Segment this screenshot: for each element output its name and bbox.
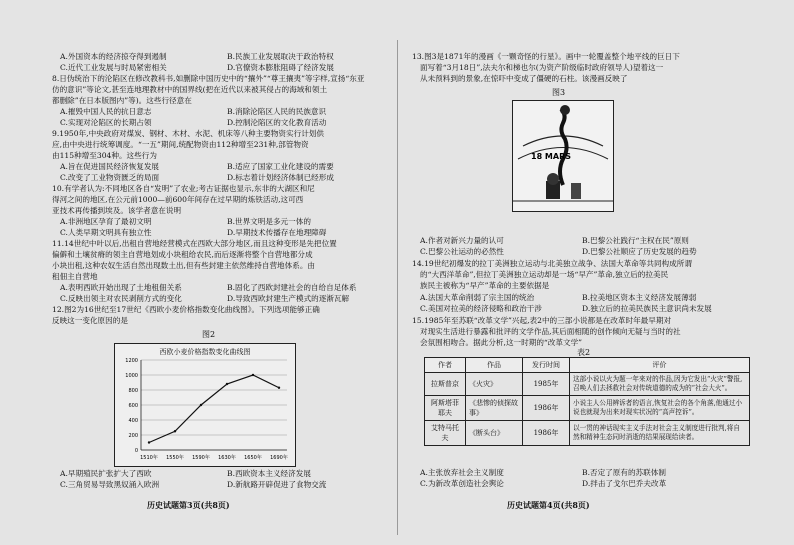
y-tick-label: 0 bbox=[134, 448, 138, 454]
table-2 bbox=[424, 357, 750, 446]
q14-line-3: 族民主被称为“早产”革命的主要依据是 bbox=[420, 281, 550, 290]
question-text-line: 10.有学者认为:不同地区各自“发明”了农业;考古证据也显示,东非的大湖区和尼 bbox=[52, 184, 315, 193]
answer-option: C.人类早期文明具有独立性 bbox=[60, 228, 152, 237]
price-point bbox=[148, 441, 150, 443]
question-text-line: 偏僻和土壤贫瘠的领主自营地划成小块租给农民,而后逐渐将整个自营地都分成 bbox=[52, 250, 313, 259]
table-header-work: 作品 bbox=[466, 358, 523, 373]
y-tick-label: 600 bbox=[128, 403, 138, 409]
answer-option: C.实现对沦陷区的长期占领 bbox=[60, 118, 152, 127]
page-footer-left: 历史试题第3页(共8页) bbox=[147, 500, 230, 510]
table-row bbox=[425, 396, 750, 421]
question-text-line: 小块出租,这种农奴生活自然出现数土出,但有些封建主依然维持自营地体系。由 bbox=[52, 261, 316, 270]
table-cell-author: 艾特马托夫 bbox=[425, 421, 466, 446]
answer-option: C.三角贸易导致黑奴涌入欧洲 bbox=[60, 480, 160, 489]
table-cell-work: 《断头台》 bbox=[466, 421, 523, 446]
question-text-line: 8.日伪统治下的沦陷区在修改教科书,如删除中国历史中的“攘外”“尊王攘夷”等字样,宣扬“东亚 bbox=[52, 74, 365, 83]
y-tick-label: 1200 bbox=[125, 358, 138, 364]
answer-option: C.反映出领主对农民剥削方式的变化 bbox=[60, 294, 182, 303]
y-tick-label: 1000 bbox=[125, 373, 138, 379]
x-tick-label: 1590年 bbox=[192, 455, 210, 461]
answer-option: C.改变了工业物资匮乏的局面 bbox=[60, 173, 160, 182]
table-cell-work: 《悲惨的侦探故事》 bbox=[466, 396, 523, 421]
q15-option-d: D.拌击了戈尔巴乔夫改革 bbox=[582, 479, 667, 488]
x-tick-label: 1650年 bbox=[244, 455, 262, 461]
question-text-line: 9.1950年,中央政府对煤炭、钢材、木材、水泥、机床等八种主要物资实行计划供 bbox=[52, 129, 324, 138]
q15-option-b: B.否定了原有的苏联体制 bbox=[582, 468, 666, 477]
question-text-line: 由115种增至304种。这些行为 bbox=[52, 151, 157, 160]
question-text-line: 得河之间的地区,在公元前1000—前600年间存在过早期的炼铁活动,这可西 bbox=[52, 195, 304, 204]
answer-option: A.早期殖民扩张扩大了西欧 bbox=[60, 469, 152, 478]
chart-plot bbox=[115, 344, 295, 466]
answer-option: A.外国资本的经济掠夺得到遏制 bbox=[60, 52, 167, 61]
left-page bbox=[52, 52, 407, 527]
table-header-review: 评价 bbox=[570, 358, 750, 373]
cartoon-image bbox=[512, 100, 614, 212]
answer-option: C.近代工业发展与时局紧密相关 bbox=[60, 63, 167, 72]
q14-option-a: A.法国大革命削弱了宗主国的统治 bbox=[420, 293, 535, 302]
answer-option: D.早期技术传播存在地理障碍 bbox=[227, 228, 327, 237]
chart-title: 西欧小麦价格指数变化曲线图 bbox=[159, 348, 251, 356]
table-2-label: 表2 bbox=[577, 348, 591, 357]
q14-option-d: D.独立后的拉美民族民主意识尚未发展 bbox=[582, 304, 712, 313]
table-cell-work: 《火灾》 bbox=[466, 373, 523, 396]
page-footer-right: 历史试题第4页(共8页) bbox=[507, 500, 590, 510]
q14-line-1: 14.19世纪初爆发的拉丁美洲独立运动与北美独立战争、法国大革命等共同构成所谓 bbox=[412, 259, 692, 268]
table-cell-year: 1986年 bbox=[523, 396, 570, 421]
table-row bbox=[425, 421, 750, 446]
price-point bbox=[226, 383, 228, 385]
q15-line-3: 会氛围相吻合。据此分析,这一时期的“改革文学” bbox=[420, 338, 583, 347]
x-tick-label: 1630年 bbox=[218, 455, 236, 461]
table-cell-review: 这部小说以火为题一年来对的作品,因为它发出“火灾”警报,召唤人们去拯救社会对传统道德的成为的“社会大火”。 bbox=[570, 373, 750, 396]
answer-option: B.世界文明是多元一体的 bbox=[227, 217, 311, 226]
answer-option: A.摧毁中国人民的抗日意志 bbox=[60, 107, 152, 116]
q13-line-2: 面写着“3月18日”,法夫尔和梯也尔(为资产阶级临时政府领导人)望着这一 bbox=[420, 63, 664, 72]
figure-3-label: 图3 bbox=[552, 88, 566, 97]
q13-option-c: C.巴黎公社运动的必然性 bbox=[420, 247, 504, 256]
q15-option-c: C.为新改革创造社会舆论 bbox=[420, 479, 504, 488]
answer-option: B.适应了国家工业化建设的需要 bbox=[227, 162, 334, 171]
q15-line-1: 15.1985年至苏联“改革文学”兴起,表2中的三部小说都是在改革时年最早期对 bbox=[412, 316, 672, 325]
q13-option-d: D.巴黎公社顺应了历史发展的趋势 bbox=[582, 247, 697, 256]
price-point bbox=[278, 387, 280, 389]
answer-option: A.表明西欧开始出现了土地租佃关系 bbox=[60, 283, 182, 292]
answer-option: B.固化了西欧封建社会的自给自足体系 bbox=[227, 283, 357, 292]
wheat-price-chart bbox=[114, 343, 296, 467]
table-cell-review: 以一贯的神话现实主义手法对社会主义制度进行批判,将自然和精神生态同时消逝的结果展现给读者。 bbox=[570, 421, 750, 446]
answer-option: D.新航路开辟促进了食物交流 bbox=[227, 480, 327, 489]
answer-option: D.控制沦陷区的文化教育活动 bbox=[227, 118, 327, 127]
answer-option: D.标志着计划经济体制已经形成 bbox=[227, 173, 334, 182]
table-cell-author: 拉斯普京 bbox=[425, 373, 466, 396]
answer-option: B.民族工业发展取决于政治特权 bbox=[227, 52, 334, 61]
question-text-line: 应,由中央进行统筹调度。“一五”期间,统配物资由112种增至231种,部管物资 bbox=[52, 140, 309, 149]
figure-2-label: 图2 bbox=[202, 330, 216, 339]
price-point bbox=[200, 404, 202, 406]
question-text-line: 都删除”在日本版图内”等)。这些行径意在 bbox=[52, 96, 192, 105]
answer-option: B.消除沦陷区人民的民族意识 bbox=[227, 107, 327, 116]
question-text-line: 反映这一变化原因的是 bbox=[52, 316, 128, 325]
table-row bbox=[425, 373, 750, 396]
answer-option: A.非洲地区孕育了最初文明 bbox=[60, 217, 152, 226]
y-tick-label: 200 bbox=[128, 433, 138, 439]
q15-line-2: 对现实生活进行暴露和批评的文学作品,其后面相随的创作倾向无疑与当时的社 bbox=[420, 327, 681, 336]
table-cell-year: 1985年 bbox=[523, 373, 570, 396]
q13-line-3: 从未预料到的景象,在惊吓中变成了僵硬的石柱。该漫画反映了 bbox=[420, 74, 628, 83]
question-text-line: 租佃主自营地 bbox=[52, 272, 98, 281]
question-text-line: 仿的意识”等论文,甚至连地理教材中的国界线(把在近代以来被其侵占的海域和领土 bbox=[52, 85, 328, 94]
answer-option: D.导致西欧封建生产模式的逐渐瓦解 bbox=[227, 294, 350, 303]
table-cell-year: 1986年 bbox=[523, 421, 570, 446]
x-tick-label: 1510年 bbox=[140, 455, 158, 461]
q14-line-2: 的“大西洋革命”,但拉丁美洲独立运动却是一场“早产”革命,独立后的拉美民 bbox=[420, 270, 669, 279]
table-cell-review: 小说主人公用辨诉者的语言,恢复社会的各个角落,他通过小说也就现为出来对现实状况的“高声控诉”。 bbox=[570, 396, 750, 421]
price-point bbox=[174, 430, 176, 432]
table-header-year: 发行时间 bbox=[523, 358, 570, 373]
question-text-line: 12.图2为16世纪至17世纪《西欧小麦价格指数变化曲线图》。下列选项能够正确 bbox=[52, 305, 320, 314]
answer-option: A.旨在促进国民经济恢复发展 bbox=[60, 162, 160, 171]
right-page bbox=[412, 52, 767, 527]
y-tick-label: 800 bbox=[128, 388, 138, 394]
cartoon-caption: 18 MARS bbox=[531, 152, 571, 161]
price-series-line bbox=[149, 375, 279, 443]
q13-option-a: A.作者对新兴力量的认可 bbox=[420, 236, 504, 245]
price-point bbox=[252, 374, 254, 376]
y-tick-label: 400 bbox=[128, 418, 138, 424]
x-tick-label: 1690年 bbox=[270, 455, 288, 461]
q14-option-c: C.美国对拉美的经济侵略和政治干涉 bbox=[420, 304, 542, 313]
q13-line-1: 13.图3是1871年的漫画《一颗奇怪的行星》。画中一轮覆盖整个地平线的巨日下 bbox=[412, 52, 680, 61]
answer-option: D.官僚资本膨胀阻碍了经济发展 bbox=[227, 63, 334, 72]
question-text-line: 亚技术再传播到埃及。该学者意在说明 bbox=[52, 206, 182, 215]
q13-option-b: B.巴黎公社践行“主权在民”原则 bbox=[582, 236, 689, 245]
question-text-line: 11.14世纪中叶以后,出租自营地经营模式在西欧大部分地区,而且这种变形是先把位置 bbox=[52, 239, 337, 248]
q14-option-b: B.拉美地区资本主义经济发展薄弱 bbox=[582, 293, 697, 302]
answer-option: B.西欧资本主义经济发展 bbox=[227, 469, 311, 478]
x-tick-label: 1550年 bbox=[166, 455, 184, 461]
table-cell-author: 阿斯塔菲耶夫 bbox=[425, 396, 466, 421]
table-header-author: 作者 bbox=[425, 358, 466, 373]
q15-option-a: A.主张放弃社会主义制度 bbox=[420, 468, 504, 477]
